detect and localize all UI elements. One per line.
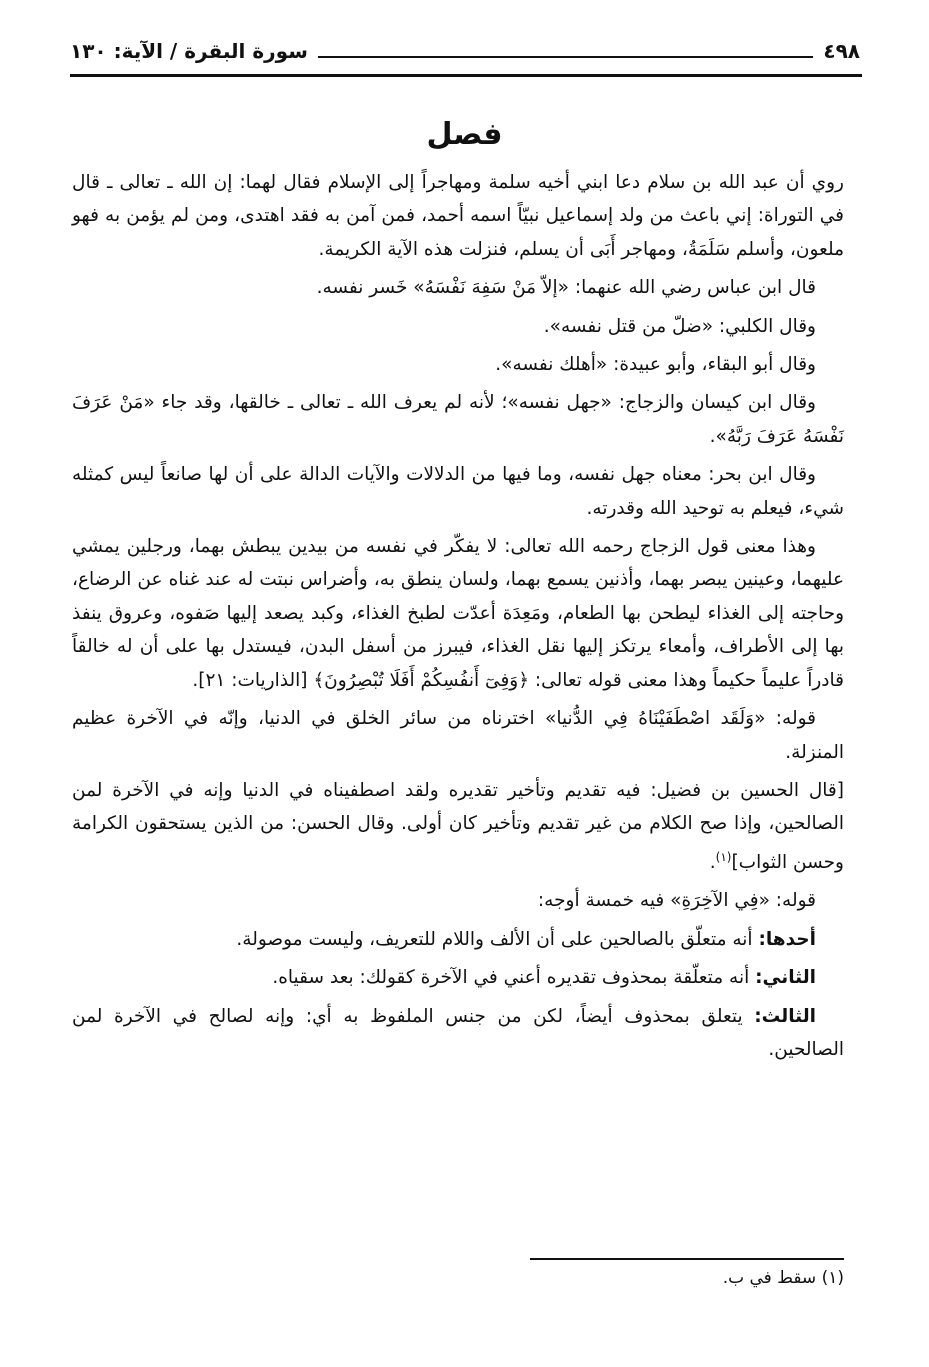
paragraph: روي أن عبد الله بن سلام دعا ابني أخيه سلمة ومهاجراً إلى الإسلام فقال لهما: إن الله ـ تعالى ـ قال في التوراة: إني باعث من ولد إسماعيل نبيّاً اسمه أحمد، فمن آمن به فقد اهتدى، ومن لم يؤمن به فهو ملعون، وأسلم سَلَمَةُ، ومهاجر أَبَى أن يسلم، فنزلت هذه الآية الكريمة.: [72, 172, 844, 260]
aspect-text: أنه متعلّق بالصالحين على أن الألف واللام للتعريف، وليست موصولة.: [236, 928, 759, 950]
footnote-reference: (١): [715, 849, 732, 864]
aspect-lead: الثاني:: [755, 967, 816, 989]
section-title: فصل: [426, 117, 503, 152]
page-number: ٤٩٨: [823, 39, 860, 63]
header-fill-rule: [318, 56, 814, 58]
paragraph: قال ابن عباس رضي الله عنهما: «إلاّ مَنْ سَفِهَ نَفْسَهُ» خَسر نفسه.: [316, 277, 816, 299]
paragraph: وقال أبو البقاء، وأبو عبيدة: «أهلك نفسه».: [495, 354, 816, 376]
paragraph: وقال ابن كيسان والزجاج: «جهل نفسه»؛ لأنه لم يعرف الله ـ تعالى ـ خالقها، وقد جاء «مَنْ عَرَفَ نَفْسَهُ عَرَفَ رَبَّهُ».: [72, 392, 844, 447]
aspect-item: [72, 923, 844, 956]
aspect-text: يتعلق بمحذوف أيضاً، لكن من جنس الملفوظ به أي: وإنه لصالح في الآخرة لمن الصالحين.: [72, 1005, 844, 1060]
bracket-text: [قال الحسين بن فضيل: فيه تقديم وتأخير تقديره ولقد اصطفيناه في الدنيا وإنه في الآخرة لمن الصالحين، وإذا صح الكلام من غير تقديم وتأخير كان أولى. وقال الحسن: من الذين يستحقون الكرامة وحسن الثواب]: [72, 779, 844, 873]
running-title: سورة البقرة / الآية: ١٣٠: [70, 39, 308, 63]
main-text: [72, 166, 844, 1071]
bracket-end: .: [709, 851, 716, 873]
paragraph: وهذا معنى قول الزجاج رحمه الله تعالى: لا يفكّر في نفسه من بيدين يبطش بهما، ورجلين يمشي عليهما، وعينين يبصر بهما، وأذنين يسمع بهما، ولسان ينطق به، وأضراس نبتت له عند غناه عن الرضاع، وحاجته إلى الغذاء ليطحن بها الطعام، ومَعِدَة أعدّت لطبخ الغذاء، وكبد يصعد إليها صَفوه، وعروق ينفذ بها إلى الأطراف، وأمعاء يرتكز إليها نقل الغذاء، فيبرز من أسفل البدن، فيستدل بها على أن له خالقاً قادراً عليماً حكيماً وهذا معنى قوله تعالى: ﴿وَفِىٓ أَنفُسِكُمْ أَفَلَا تُبْصِرُونَ﴾ [الذاريات: ٢١].: [72, 536, 844, 691]
aspect-lead: الثالث:: [754, 1005, 816, 1027]
running-header: [70, 34, 860, 68]
header-rule: [70, 74, 862, 77]
aspect-text: أنه متعلّقة بمحذوف تقديره أعني في الآخرة كقولك: بعد سقياه.: [272, 967, 756, 989]
footnote-rule: [530, 1258, 844, 1260]
paragraph: قوله: «وَلَقَد اصْطَفَيْنَاهُ فِي الدُّنيا» اخترناه من سائر الخلق في الدنيا، وإنّه في الآخرة عظيم المنزلة.: [72, 708, 844, 763]
paragraph: وقال ابن بحر: معناه جهل نفسه، وما فيها من الدلالات والآيات الدالة على أن لها صانعاً ليس كمثله شيء، فيعلم به توحيد الله وقدرته.: [72, 464, 844, 519]
intro-line: قوله: «فِي الآخِرَةِ» فيه خمسة أوجه:: [537, 890, 816, 912]
aspect-item: [72, 961, 844, 994]
footnote: (١) سقط في ب.: [722, 1268, 844, 1288]
aspect-item: [72, 1000, 844, 1067]
aspect-lead: أحدها:: [758, 928, 816, 950]
paragraph: وقال الكلبي: «ضلّ من قتل نفسه».: [543, 315, 816, 337]
bracket-paragraph: [72, 774, 844, 879]
